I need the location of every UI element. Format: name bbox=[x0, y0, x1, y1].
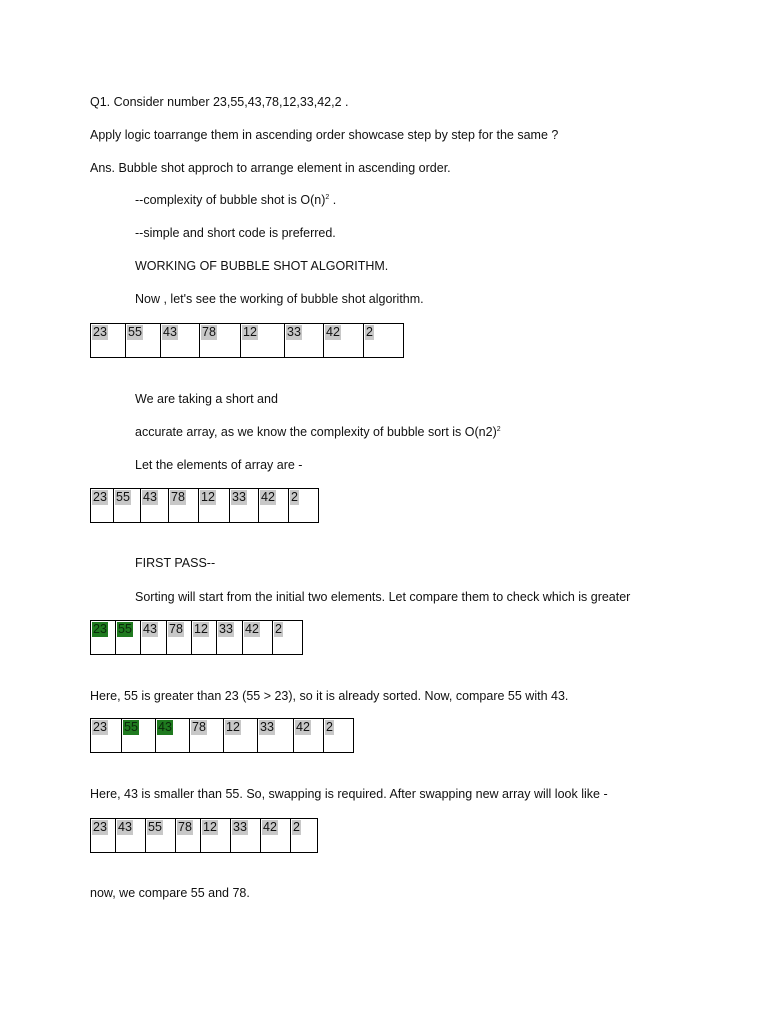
array-value: 43 bbox=[158, 720, 172, 734]
array-value: 78 bbox=[192, 720, 206, 734]
array-value: 55 bbox=[128, 325, 142, 339]
array-cell bbox=[190, 719, 224, 752]
array-cell bbox=[169, 489, 199, 522]
array-cell bbox=[258, 719, 294, 752]
array-cell bbox=[241, 324, 285, 357]
complexity-line bbox=[135, 192, 336, 208]
taking-short-line: We are taking a short and bbox=[135, 392, 278, 406]
array-value: 12 bbox=[203, 820, 217, 834]
swap-line: Here, 43 is smaller than 55. So, swapping is required. After swapping new array will look like - bbox=[90, 787, 608, 801]
array-cell bbox=[230, 489, 259, 522]
array-compare-23-55 bbox=[90, 620, 303, 655]
array-cell bbox=[91, 489, 114, 522]
array-cell bbox=[141, 621, 167, 654]
array-cell bbox=[126, 324, 161, 357]
array-cell bbox=[114, 489, 141, 522]
array-cell bbox=[167, 621, 192, 654]
array-value: 33 bbox=[287, 325, 301, 339]
array-value: 55 bbox=[124, 720, 138, 734]
array-value: 12 bbox=[243, 325, 257, 339]
complexity-suffix: . bbox=[329, 193, 337, 207]
array-value: 33 bbox=[232, 490, 246, 504]
array-cell bbox=[273, 621, 303, 654]
array-cell bbox=[217, 621, 243, 654]
compare-55-line: Here, 55 is greater than 23 (55 > 23), so it is already sorted. Now, compare 55 with 43. bbox=[90, 689, 569, 703]
array-value: 2 bbox=[293, 820, 300, 834]
array-initial bbox=[90, 323, 404, 358]
array-cell bbox=[199, 489, 230, 522]
array-cell bbox=[261, 819, 291, 852]
array-value: 2 bbox=[366, 325, 373, 339]
array-cell bbox=[291, 819, 318, 852]
array-cell bbox=[91, 819, 116, 852]
array-cell bbox=[294, 719, 324, 752]
array-value: 23 bbox=[93, 820, 107, 834]
array-cell bbox=[176, 819, 201, 852]
array-cell bbox=[122, 719, 156, 752]
array-value: 33 bbox=[233, 820, 247, 834]
array-value: 23 bbox=[93, 720, 107, 734]
array-cell bbox=[116, 621, 141, 654]
array-value: 12 bbox=[201, 490, 215, 504]
array-elements bbox=[90, 488, 319, 523]
array-value: 43 bbox=[143, 490, 157, 504]
array-cell bbox=[364, 324, 404, 357]
array-cell bbox=[161, 324, 200, 357]
complexity-text: --complexity of bubble shot is O(n) bbox=[135, 193, 326, 207]
array-value: 42 bbox=[263, 820, 277, 834]
array-value: 42 bbox=[326, 325, 340, 339]
array-value: 43 bbox=[163, 325, 177, 339]
array-cell bbox=[156, 719, 190, 752]
array-value: 42 bbox=[245, 622, 259, 636]
accurate-array-superscript: 2 bbox=[496, 425, 501, 433]
array-cell bbox=[231, 819, 261, 852]
array-value: 23 bbox=[93, 622, 107, 636]
first-pass-heading: FIRST PASS-- bbox=[135, 556, 216, 570]
array-cell bbox=[201, 819, 231, 852]
simple-code-line: --simple and short code is preferred. bbox=[135, 226, 336, 240]
complexity-superscript: 2 bbox=[325, 193, 330, 201]
array-value: 78 bbox=[169, 622, 183, 636]
array-value: 2 bbox=[291, 490, 298, 504]
array-cell bbox=[324, 719, 354, 752]
answer-line: Ans. Bubble shot approch to arrange element in ascending order. bbox=[90, 161, 451, 175]
array-value: 78 bbox=[202, 325, 216, 339]
array-value: 12 bbox=[226, 720, 240, 734]
array-value: 2 bbox=[326, 720, 333, 734]
array-cell bbox=[141, 489, 169, 522]
array-cell bbox=[192, 621, 217, 654]
array-value: 43 bbox=[118, 820, 132, 834]
question-line: Q1. Consider number 23,55,43,78,12,33,42,2 . bbox=[90, 95, 349, 109]
array-cell bbox=[324, 324, 364, 357]
array-cell bbox=[146, 819, 176, 852]
array-value: 33 bbox=[260, 720, 274, 734]
array-compare-55-43 bbox=[90, 718, 354, 753]
accurate-array-line bbox=[135, 424, 501, 440]
array-cell bbox=[200, 324, 241, 357]
array-value: 55 bbox=[116, 490, 130, 504]
array-cell bbox=[116, 819, 146, 852]
array-value: 33 bbox=[219, 622, 233, 636]
array-value: 2 bbox=[275, 622, 282, 636]
accurate-array-text: accurate array, as we know the complexity of bubble sort is O(n2) bbox=[135, 425, 497, 439]
elements-line: Let the elements of array are - bbox=[135, 458, 303, 472]
working-intro-line: Now , let's see the working of bubble shot algorithm. bbox=[135, 292, 424, 306]
array-cell bbox=[289, 489, 319, 522]
array-value: 23 bbox=[93, 325, 107, 339]
array-after-swap bbox=[90, 818, 318, 853]
array-value: 42 bbox=[261, 490, 275, 504]
array-cell bbox=[224, 719, 258, 752]
array-cell bbox=[285, 324, 324, 357]
array-value: 55 bbox=[118, 622, 132, 636]
compare-55-78-line: now, we compare 55 and 78. bbox=[90, 886, 250, 900]
array-cell bbox=[243, 621, 273, 654]
array-value: 78 bbox=[171, 490, 185, 504]
array-cell bbox=[91, 324, 126, 357]
array-value: 55 bbox=[148, 820, 162, 834]
array-cell bbox=[91, 719, 122, 752]
array-cell bbox=[259, 489, 289, 522]
array-value: 43 bbox=[143, 622, 157, 636]
working-heading: WORKING OF BUBBLE SHOT ALGORITHM. bbox=[135, 259, 389, 273]
array-value: 78 bbox=[178, 820, 192, 834]
instruction-line: Apply logic toarrange them in ascending order showcase step by step for the same ? bbox=[90, 128, 559, 142]
array-value: 42 bbox=[296, 720, 310, 734]
array-value: 12 bbox=[194, 622, 208, 636]
sorting-start-line: Sorting will start from the initial two elements. Let compare them to check which is greater bbox=[135, 590, 631, 604]
array-value: 23 bbox=[93, 490, 107, 504]
array-cell bbox=[91, 621, 116, 654]
